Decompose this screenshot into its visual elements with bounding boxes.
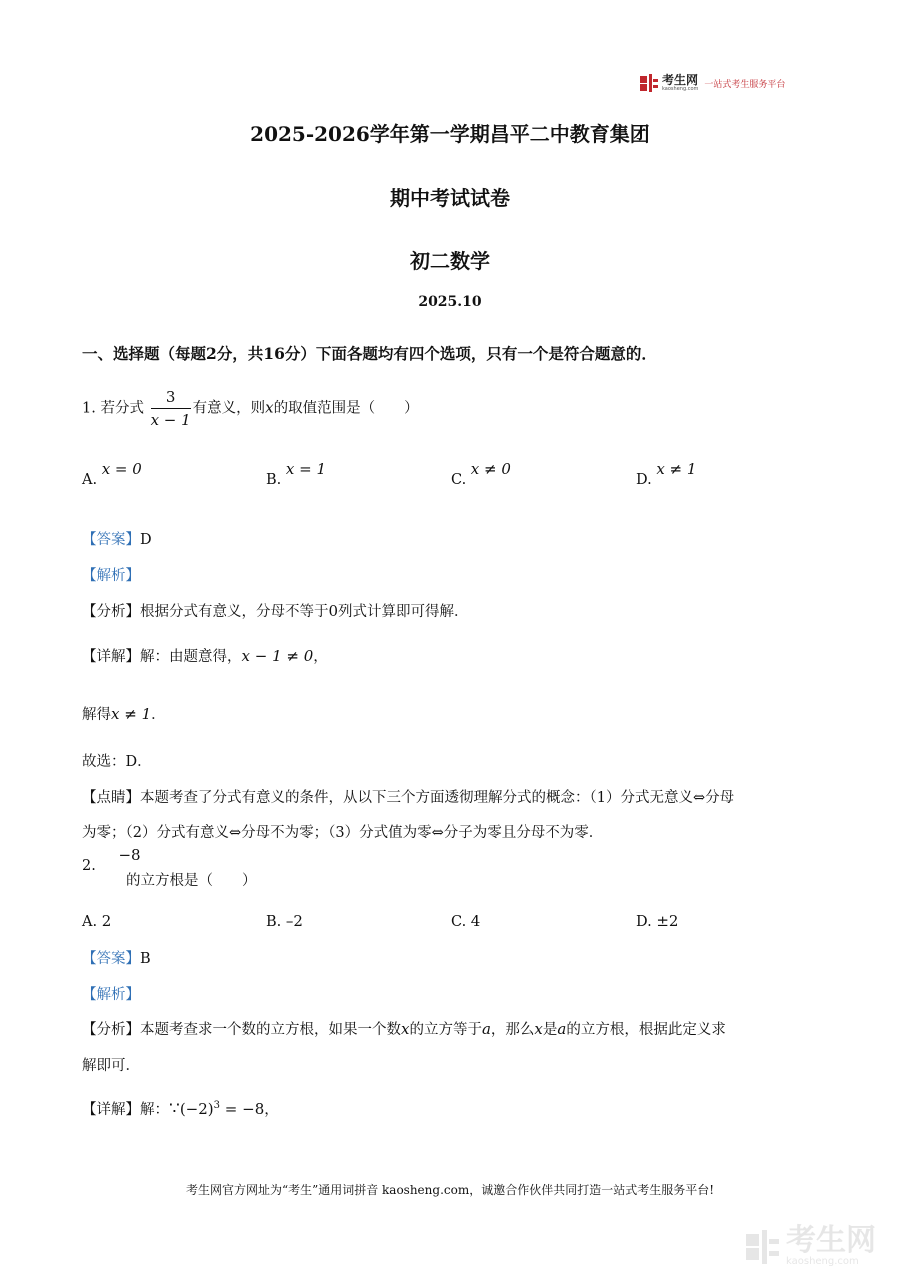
q2-option-b [266,912,303,930]
q2-stem-post: 的立方根是（ ） [126,873,257,889]
logo-slogan: 一站式考生服务平台 [704,79,786,90]
q1-option-c [451,460,511,488]
watermark-wordmark [786,1223,876,1267]
q2-option-a [82,912,111,930]
q1-number: 1. [82,400,96,417]
fenxi-text: 的立方等于 [409,1022,482,1038]
exam-title-subject: 初二数学 [410,249,490,273]
q2-number: 2. [82,858,96,874]
q2-xiangjie [82,1098,279,1119]
q1-fraction [151,386,191,431]
q1-stem-post: 有意义，则 [192,400,266,417]
answer-tag: 【答案】 [82,951,140,967]
dianjing-tag: 【点睛】 [82,790,140,806]
watermark [746,1223,876,1267]
option-label: A. [82,472,98,488]
kaosheng-logo-icon [640,74,658,92]
jiede-math: x ≠ 1 [111,705,152,723]
jiede-text: 解得 [82,707,111,723]
q1-option-d [636,460,697,488]
option-value: 4 [470,912,481,930]
q1-stem-pre: 若分式 [100,400,144,417]
q2-answer [82,947,151,968]
answer-tag: 【答案】 [82,532,140,548]
q1-stem [82,386,419,431]
watermark-logo-icon [746,1230,780,1264]
option-value: x = 1 [285,460,326,478]
option-label: D. [636,472,652,488]
q1-dianjing-line2: 为零；（2）分式有意义⇔分母不为零；（3）分式值为零⇔分子为零且分母不为零． [82,825,604,841]
fenxi-var-a: a [557,1020,567,1038]
option-label: A. [82,914,98,930]
watermark-name: 考生网 [786,1223,876,1258]
fenxi-text: 的立方根，根据此定义求 [566,1022,726,1038]
option-value: 2 [101,912,112,930]
q2-stem-math: −8 [118,846,141,864]
q1-var: x [265,398,274,417]
option-label: B. [266,472,282,488]
option-label: C. [451,914,467,930]
fenxi-text: 本题考查求一个数的立方根，如果一个数 [140,1022,401,1038]
fenxi-tag: 【分析】 [82,604,140,620]
header-logo [640,74,785,92]
option-value: –2 [285,912,303,930]
xiangjie-end: ， [313,649,328,665]
q2-analysis-tag: 【解析】 [82,987,140,1003]
logo-wordmark: 考生网 kaosheng.com [662,73,699,92]
xiangjie-end: ， [264,1102,279,1118]
q2-fenxi-line1 [82,1018,726,1039]
option-label: B. [266,914,282,930]
q1-stem-end: 的取值范围是（ ） [273,400,419,417]
exam-date: 2025.10 [418,294,482,310]
option-label: C. [451,472,467,488]
fenxi-var-a: a [481,1020,491,1038]
xiangjie-text: 解：由题意得， [140,649,242,665]
q2-option-d [636,912,678,930]
q1-option-b [266,460,326,488]
fenxi-var-x: x [401,1020,410,1038]
q1-fenxi [82,600,469,621]
xiangjie-tag: 【详解】 [82,649,140,665]
fenxi-tag: 【分析】 [82,1022,140,1038]
option-value: x ≠ 1 [656,460,697,478]
jiede-end: ． [151,707,166,723]
option-value: x = 0 [101,460,142,478]
q1-xiangjie [82,645,328,666]
because-symbol: ∵ [169,1099,180,1119]
answer-value: D [140,532,152,548]
answer-value: B [140,951,151,967]
watermark-domain: kaosheng.com [786,1256,859,1267]
q1-jiede [82,703,166,724]
fenxi-var-x: x [534,1020,543,1038]
option-value: x ≠ 0 [470,460,511,478]
xiangjie-tag: 【详解】 [82,1102,140,1118]
q1-guxuan: 故选：D． [82,754,152,770]
q1-dianjing-line1 [82,786,734,807]
q1-fraction-numerator: 3 [151,386,191,409]
footer-text: 考生网官方网址为“考生”通用词拼音 kaosheng.com，诚邀合作伙伴共同打造一站式考生服务平台! [185,1183,715,1197]
xiangjie-rhs: = −8 [220,1100,265,1118]
q1-answer [82,528,152,549]
option-label: D. [636,914,652,930]
exam-title-line2: 期中考试试卷 [390,186,510,210]
xiangjie-exponent: 3 [213,1100,221,1112]
dianjing-text: 本题考查了分式有意义的条件，从以下三个方面透彻理解分式的概念：（1）分式无意义⇔分母 [140,790,735,806]
xiangjie-text: 解： [140,1102,169,1118]
q1-analysis-tag: 【解析】 [82,568,140,584]
exam-title-line1: 2025-2026学年第一学期昌平二中教育集团 [250,122,650,146]
xiangjie-base: (−2) [179,1100,214,1118]
section-heading: 一、选择题（每题2分，共16分）下面各题均有四个选项，只有一个是符合题意的． [82,344,657,363]
fenxi-text-end: 列式计算即可得解． [338,604,469,620]
fenxi-text: 是 [542,1022,558,1038]
fenxi-text: 根据分式有意义，分母不等于 [140,604,329,620]
q1-option-a [82,460,142,488]
option-value: ±2 [656,912,679,930]
q2-option-c [451,912,480,930]
q2-fenxi-line2: 解即可． [82,1058,140,1074]
xiangjie-math: x − 1 ≠ 0 [241,647,314,665]
fenxi-zero: 0 [328,602,339,620]
q1-fraction-denominator: x − 1 [150,411,191,429]
fenxi-text: ，那么 [490,1022,535,1038]
